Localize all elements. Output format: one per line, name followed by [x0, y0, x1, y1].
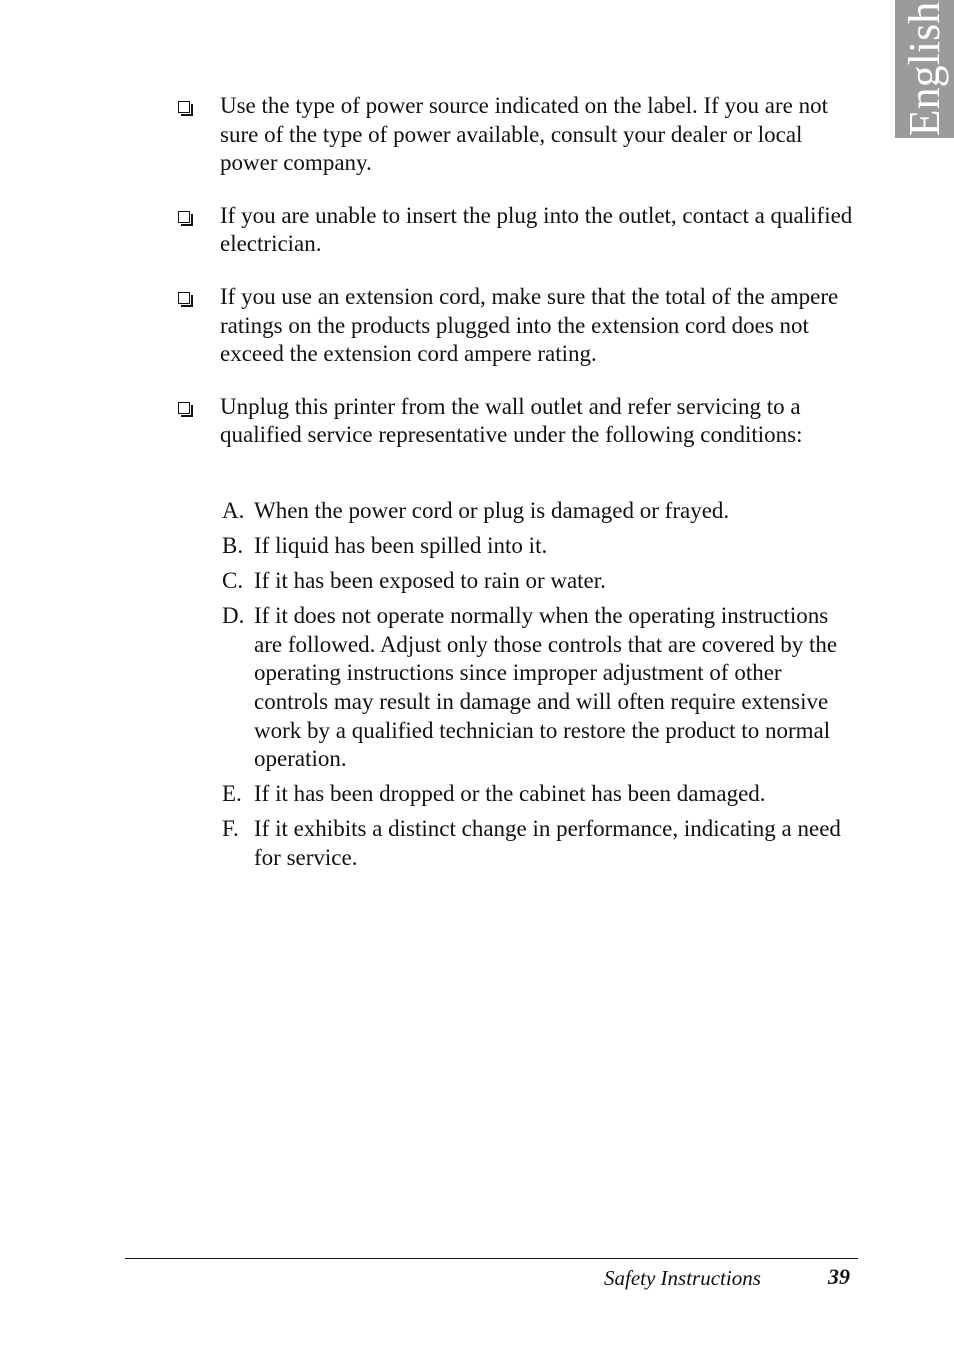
- bullet-text: Unplug this printer from the wall outlet and refer servicing to a qualified service representative under the following conditions:: [220, 393, 803, 448]
- checkbox-bullet-icon: [178, 211, 190, 223]
- condition-item: [220, 532, 860, 561]
- condition-text: If it has been dropped or the cabinet has been damaged.: [254, 781, 766, 807]
- bullet-item: [178, 202, 858, 259]
- bullet-text: If you use an extension cord, make sure that the total of the ampere ratings on the products plugged into the extension cord does not exceed the extension cord ampere rating.: [220, 283, 839, 367]
- condition-letter: A.: [222, 498, 245, 523]
- condition-letter: D.: [222, 603, 245, 629]
- condition-text: If liquid has been spilled into it.: [254, 533, 548, 559]
- condition-item: [220, 602, 860, 774]
- checkbox-bullet-icon: [178, 101, 190, 113]
- bullet-text: If you are unable to insert the plug into the outlet, contact a qualified electrician.: [220, 202, 853, 257]
- condition-item: [220, 780, 860, 809]
- language-tab-label: English: [899, 1, 949, 137]
- condition-text: If it exhibits a distinct change in performance, indicating a need for service.: [254, 816, 841, 871]
- condition-letter: F.: [222, 816, 239, 842]
- condition-letter: C.: [222, 568, 244, 594]
- page-number: 39: [828, 1264, 850, 1289]
- language-tab: [895, 0, 954, 138]
- condition-text: If it does not operate normally when the operating instructions are followed. Adjust only those controls that are covered by the operating instructions since improper adjustment of other controls may result in damage and will often require extensive work by a qualified technician to restore the product to normal operation.: [254, 603, 838, 772]
- checkbox-bullet-icon: [178, 292, 190, 304]
- condition-text: If it has been exposed to rain or water.: [254, 568, 606, 594]
- checkbox-bullet-icon: [178, 402, 190, 414]
- conditions-list: [220, 497, 860, 879]
- condition-text: When the power cord or plug is damaged or frayed.: [254, 498, 730, 523]
- footer-divider: [125, 1258, 858, 1259]
- bullet-item: [178, 283, 858, 369]
- bullet-item: [178, 92, 858, 178]
- condition-letter: E.: [222, 781, 242, 807]
- footer-section-title: Safety Instructions: [604, 1266, 761, 1290]
- condition-letter: B.: [222, 533, 244, 559]
- safety-bullet-list: [178, 92, 858, 474]
- condition-item: [220, 497, 860, 526]
- condition-item: [220, 815, 860, 872]
- condition-item: [220, 567, 860, 596]
- bullet-text: Use the type of power source indicated on the label. If you are not sure of the type of power available, consult your dealer or local power company.: [220, 93, 829, 176]
- bullet-item: [178, 393, 858, 450]
